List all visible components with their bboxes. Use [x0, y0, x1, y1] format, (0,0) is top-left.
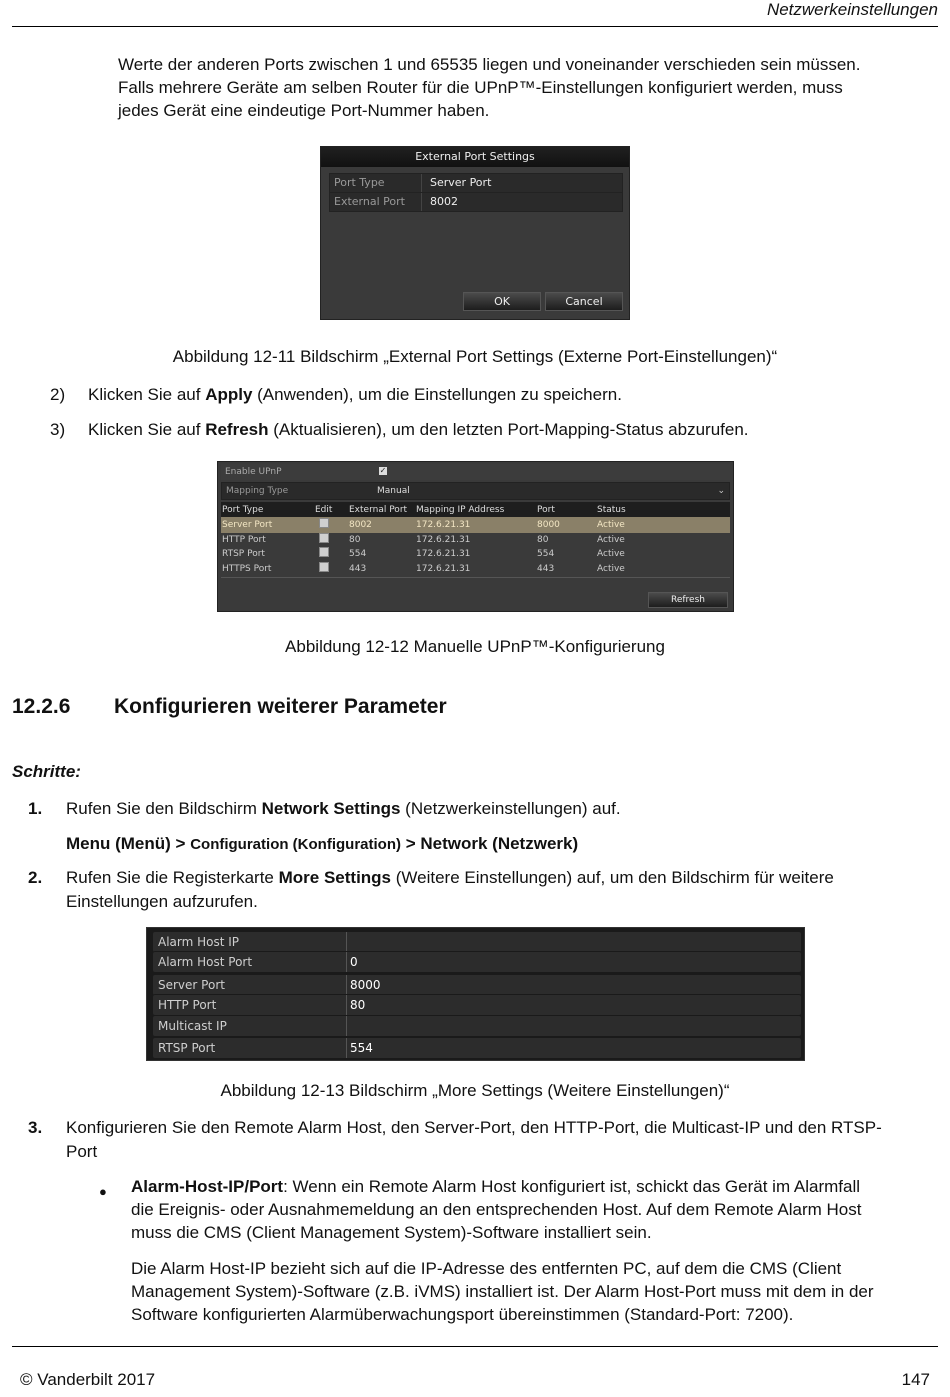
- external-port-cell: 443: [349, 564, 367, 574]
- bullet-line-3: muss die CMS (Client Management System)-Software installiert sein.: [131, 1223, 652, 1242]
- mapping-ip-cell: 172.6.21.31: [416, 564, 471, 574]
- enable-upnp-checkbox[interactable]: ✓: [379, 466, 387, 475]
- column-header: Edit: [315, 505, 333, 515]
- port-type-value: Server Port: [421, 174, 491, 192]
- edit-icon[interactable]: [319, 546, 329, 562]
- step-text: Rufen Sie die Registerkarte More Settings (Weitere Einstellungen) auf, um den Bildschirm für weitere: [66, 868, 834, 887]
- mapping-ip-cell: 172.6.21.31: [416, 535, 471, 545]
- server-port-value: 8000: [350, 978, 381, 992]
- port-cell: 443: [537, 564, 555, 574]
- header-rule: [12, 26, 938, 27]
- intro-line-2: Falls mehrere Geräte am selben Router für die UPnP™-Einstellungen konfiguriert werden, muss: [118, 78, 843, 97]
- paragraph-line-2: Management System)-Software (z.B. iVMS) installiert ist. Der Alarm Host-Port muss mit dem in der: [131, 1282, 874, 1301]
- table-header: [221, 502, 730, 518]
- port-type-cell: HTTPS Port: [222, 564, 272, 574]
- upnp-settings-panel: [217, 461, 734, 612]
- http-port-row[interactable]: [152, 994, 802, 1016]
- section-title: Konfigurieren weiterer Parameter: [114, 695, 447, 718]
- http-port-value: 80: [350, 998, 366, 1012]
- external-port-settings-dialog: [320, 146, 630, 320]
- alarm-host-port-row[interactable]: [152, 951, 802, 973]
- alarm-host-port-value: 0: [350, 955, 358, 969]
- page-number: 147: [901, 1370, 930, 1389]
- external-port-cell: 8002: [349, 520, 372, 530]
- status-cell: Active: [597, 564, 625, 574]
- column-header: Mapping IP Address: [416, 505, 505, 515]
- column-header: Status: [597, 505, 626, 515]
- port-type-label: Port Type: [334, 176, 385, 189]
- mapping-type-row[interactable]: [221, 482, 730, 500]
- bullet-line-1: Alarm-Host-IP/Port: Wenn ein Remote Alarm Host konfiguriert ist, schickt das Gerät im Alarmfall: [131, 1177, 861, 1196]
- dropdown-arrow-icon: ⌄: [717, 486, 725, 496]
- step-text: Klicken Sie auf Refresh (Aktualisieren), um den letzten Port-Mapping-Status abzurufen.: [88, 420, 749, 439]
- status-cell: Active: [597, 549, 625, 559]
- edit-icon[interactable]: [319, 517, 329, 533]
- table-divider: [221, 577, 730, 578]
- enable-upnp-label: Enable UPnP: [225, 467, 282, 477]
- edit-icon[interactable]: [319, 561, 329, 577]
- port-cell: 8000: [537, 520, 560, 530]
- alarm-host-port-label: Alarm Host Port: [158, 955, 253, 969]
- step-number: 1.: [28, 799, 43, 818]
- step-text: Klicken Sie auf Apply (Anwenden), um die Einstellungen zu speichern.: [88, 385, 622, 404]
- step-number: 2.: [28, 868, 43, 887]
- steps-label: Schritte:: [12, 762, 81, 781]
- intro-line-3: jedes Gerät eine eindeutige Port-Nummer haben.: [118, 101, 490, 120]
- figure-caption-12-11: Abbildung 12-11 Bildschirm „External Port Settings (Externe Port-Einstellungen)“: [172, 347, 778, 366]
- rtsp-port-value: 554: [350, 1041, 373, 1055]
- port-cell: 80: [537, 535, 549, 545]
- menu-path: Menu (Menü) > Configuration (Konfiguration) > Network (Netzwerk): [66, 834, 579, 853]
- table-row[interactable]: [221, 561, 730, 577]
- bullet-icon: ●: [99, 1184, 107, 1199]
- http-port-label: HTTP Port: [158, 998, 217, 1012]
- more-settings-panel: [146, 927, 805, 1061]
- port-type-cell: Server Port: [222, 520, 273, 530]
- column-header: Port: [537, 505, 555, 515]
- table-row[interactable]: [221, 546, 730, 562]
- port-type-cell: HTTP Port: [222, 535, 266, 545]
- port-type-cell: RTSP Port: [222, 549, 265, 559]
- bullet-line-2: die Ereignis- oder Ausnahmemeldung an den entsprechenden Host. Auf dem Remote Alarm Host: [131, 1200, 862, 1219]
- figure-caption-12-13: Abbildung 12-13 Bildschirm „More Settings (Weitere Einstellungen)“: [220, 1081, 730, 1100]
- ok-button[interactable]: OK: [463, 292, 541, 311]
- enable-upnp-row: [221, 464, 730, 480]
- rtsp-port-row[interactable]: [152, 1037, 802, 1059]
- external-port-cell: 554: [349, 549, 367, 559]
- copyright: © Vanderbilt 2017: [20, 1370, 156, 1389]
- external-port-label: External Port: [334, 195, 405, 208]
- paragraph-line-3: Software konfigurierten Alarmüberwachungsport übereinstimmen (Standard-Port: 7200).: [131, 1305, 794, 1324]
- external-port-row[interactable]: [329, 192, 623, 212]
- multicast-ip-row[interactable]: [152, 1015, 802, 1037]
- multicast-ip-label: Multicast IP: [158, 1019, 227, 1033]
- mapping-ip-cell: 172.6.21.31: [416, 549, 471, 559]
- alarm-host-ip-row[interactable]: [152, 931, 802, 953]
- server-port-label: Server Port: [158, 978, 225, 992]
- footer-rule: [12, 1346, 938, 1347]
- port-type-row[interactable]: [329, 173, 623, 193]
- running-header: Netzwerkeinstellungen: [766, 0, 938, 19]
- step-number: 2): [50, 385, 66, 404]
- intro-line-1: Werte der anderen Ports zwischen 1 und 65535 liegen und voneinander verschieden sein müssen.: [118, 55, 861, 74]
- mapping-ip-cell: 172.6.21.31: [416, 520, 471, 530]
- status-cell: Active: [597, 520, 625, 530]
- dialog-title: External Port Settings: [321, 147, 629, 167]
- column-header: Port Type: [222, 505, 264, 515]
- step-text-continued: Einstellungen aufzurufen.: [66, 892, 258, 911]
- step-text-continued: Port: [66, 1142, 98, 1161]
- rtsp-port-label: RTSP Port: [158, 1041, 216, 1055]
- status-cell: Active: [597, 535, 625, 545]
- paragraph-line-1: Die Alarm Host-IP bezieht sich auf die IP-Adresse des entfernten PC, auf dem die CMS (Client: [131, 1259, 842, 1278]
- step-text: Rufen Sie den Bildschirm Network Settings (Netzwerkeinstellungen) auf.: [66, 799, 621, 818]
- column-header: External Port: [349, 505, 408, 515]
- refresh-button[interactable]: Refresh: [648, 592, 728, 608]
- cancel-button[interactable]: Cancel: [545, 292, 623, 311]
- step-number: 3.: [28, 1118, 43, 1137]
- section-number: 12.2.6: [12, 695, 71, 718]
- port-cell: 554: [537, 549, 555, 559]
- external-port-cell: 80: [349, 535, 361, 545]
- step-number: 3): [50, 420, 66, 439]
- table-row[interactable]: [221, 517, 730, 533]
- alarm-host-ip-label: Alarm Host IP: [158, 935, 240, 949]
- mapping-type-label: Mapping Type: [226, 486, 289, 496]
- figure-caption-12-12: Abbildung 12-12 Manuelle UPnP™-Konfigurierung: [285, 637, 665, 656]
- server-port-row[interactable]: [152, 974, 802, 996]
- mapping-type-value: Manual: [377, 486, 410, 496]
- external-port-value: 8002: [421, 193, 458, 211]
- step-text: Konfigurieren Sie den Remote Alarm Host, den Server-Port, den HTTP-Port, die Multicast-IP und den RTSP-: [66, 1118, 882, 1137]
